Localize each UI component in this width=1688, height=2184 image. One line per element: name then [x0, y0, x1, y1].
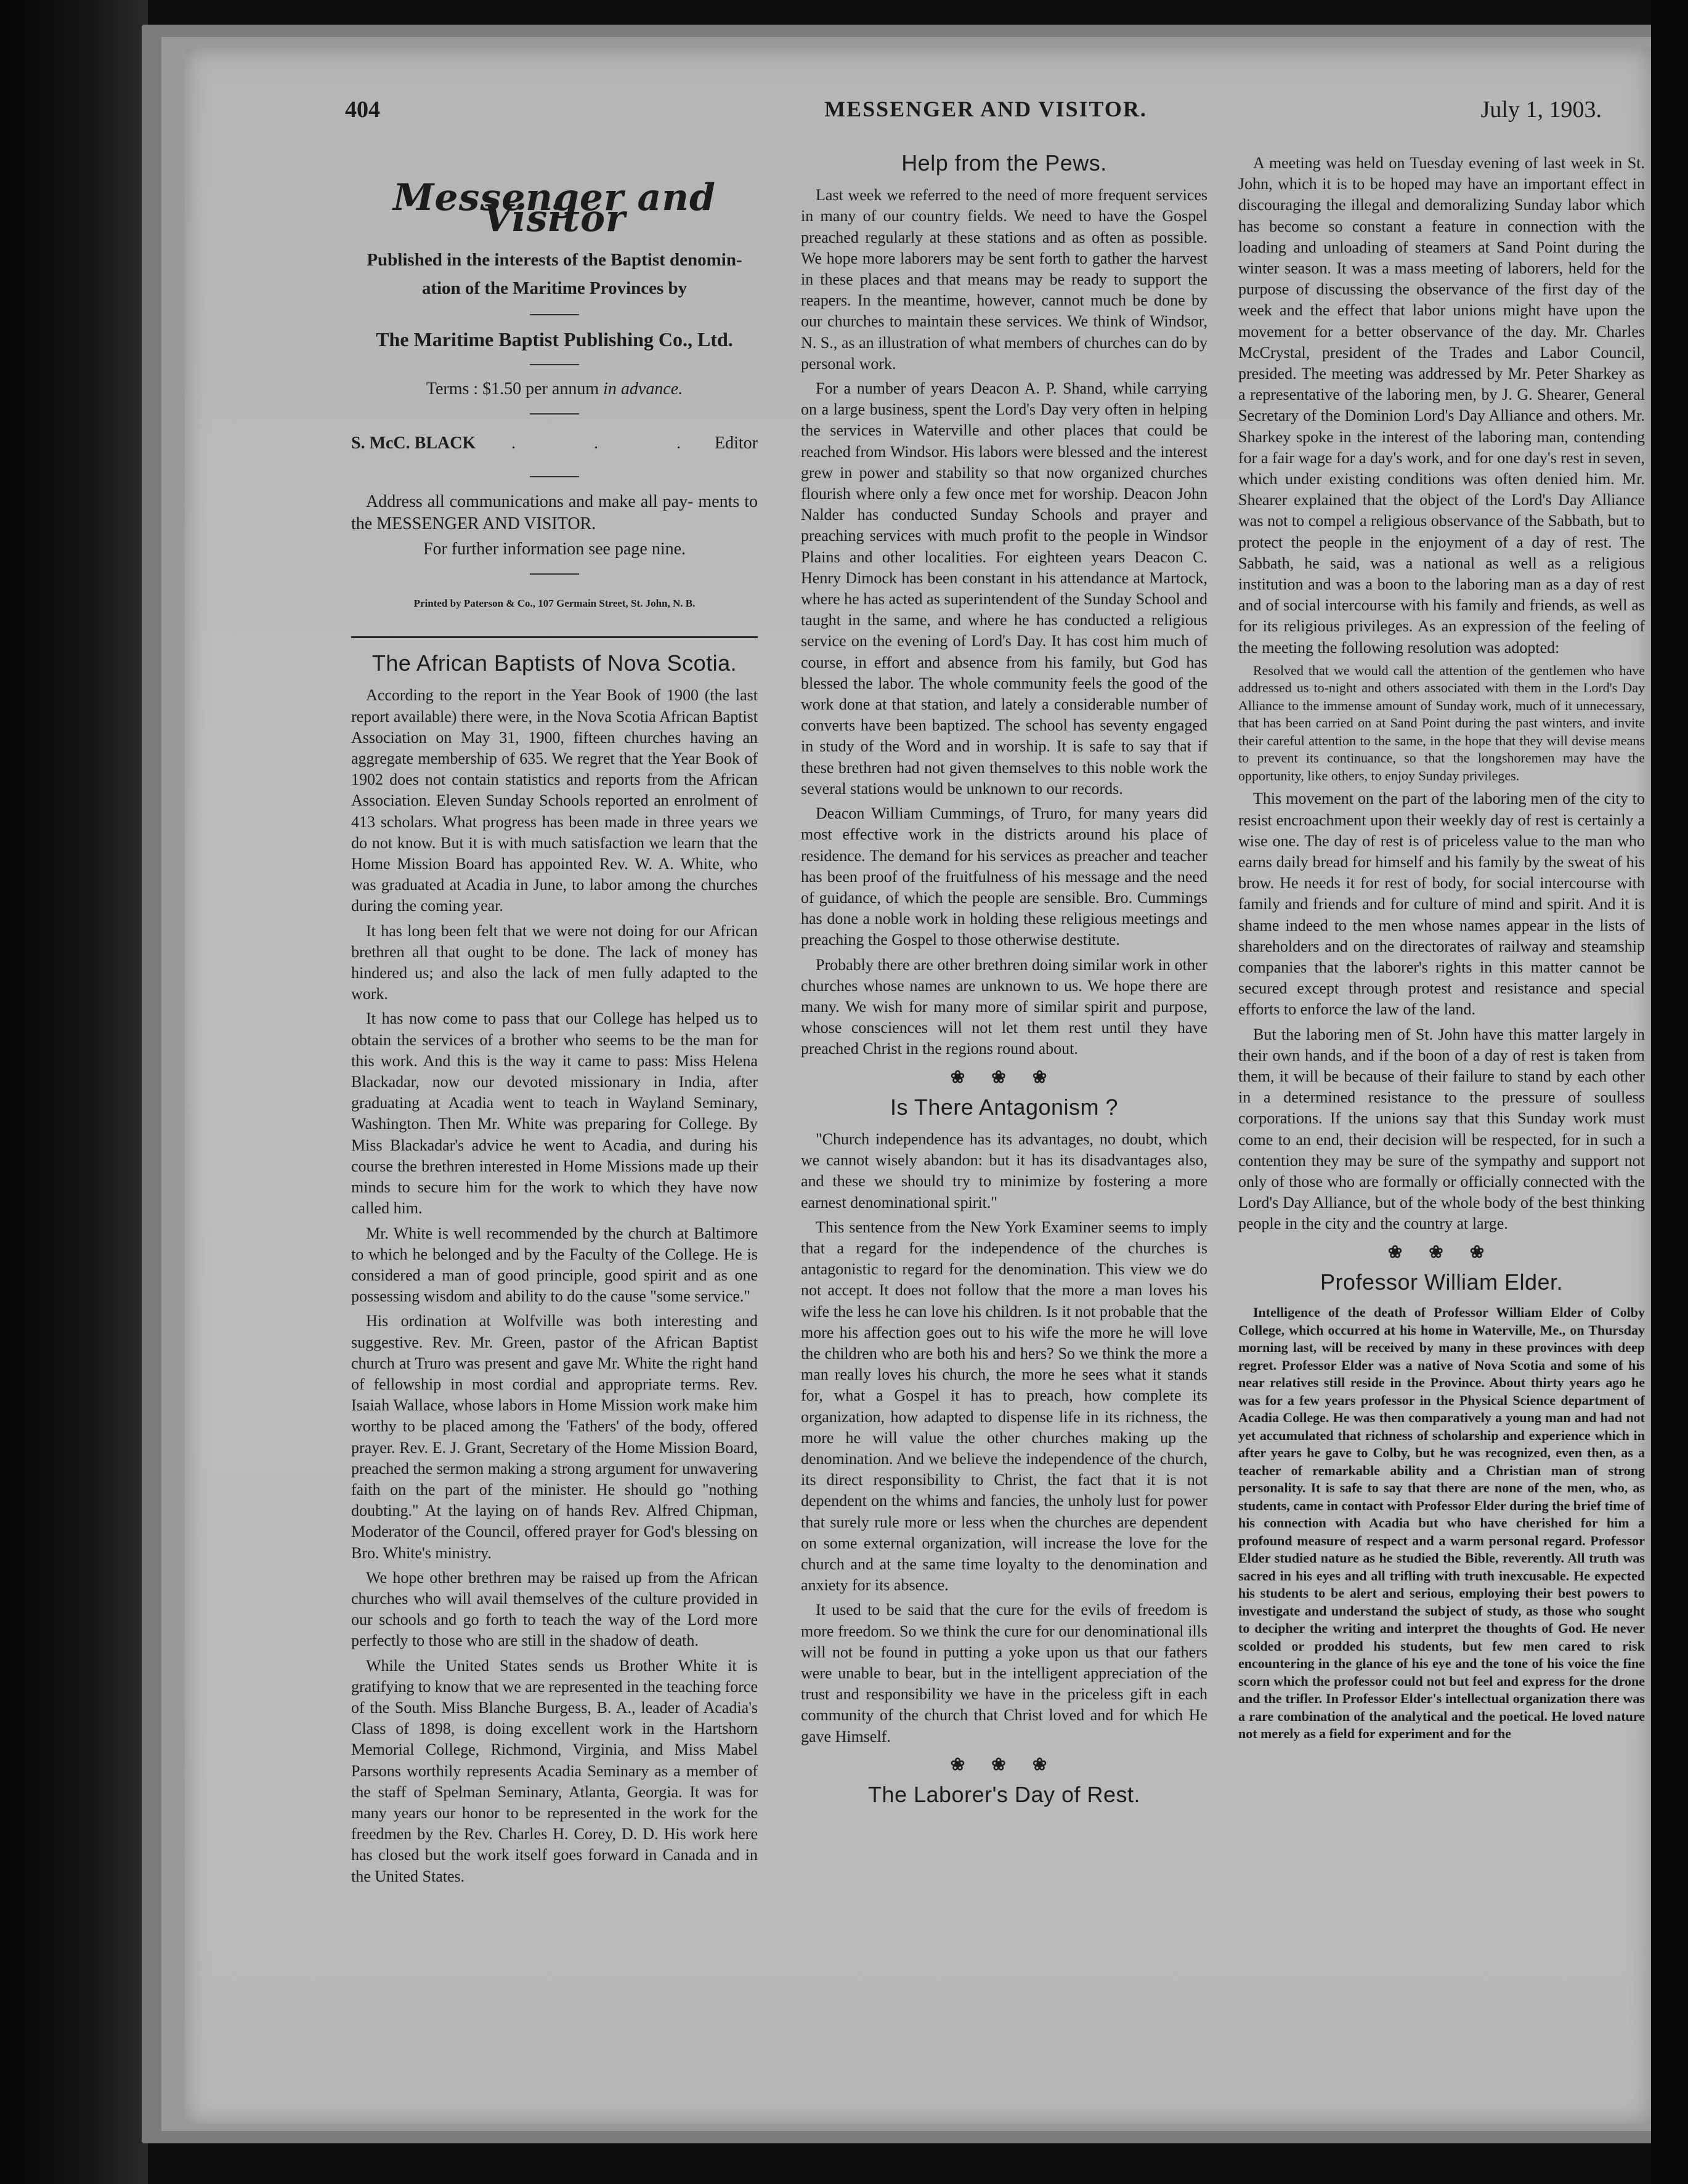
- editor-name: S. McC. BLACK: [351, 433, 476, 453]
- ornament-separator: ❀ ❀ ❀: [950, 1067, 1058, 1087]
- article-paragraph: It used to be said that the cure for the evils of freedom is more freedom. So we think the cure for our denominational ills will not be found in putting a yoke upon us that our fathers were unable to bear, but in the intelligent appreciation of the trust and responsibility we have in the priceless gift in each community of the church that Christ loved and for which He gave Himself.: [801, 1601, 1207, 1745]
- article-paragraph: Deacon William Cummings, of Truro, for many years did most effective work in the districts around his place of residence. The demand for his services as preacher and teacher has been proof of the fruitfulness of his message and the need of guidance, of which the people are sensible. Bro. Cummings has done a noble work in holding these religious meetings and preaching the Gospel to those otherwise destitute.: [801, 804, 1207, 949]
- ornament-separator: ❀ ❀ ❀: [1387, 1242, 1496, 1262]
- article-title-laborers: The Laborer's Day of Rest.: [867, 1782, 1141, 1808]
- running-head: [345, 96, 1626, 133]
- article-paragraph: This movement on the part of the laboring men of the city to resist encroachment upon their weekly day of rest is certainly a wise one. The day of rest is of priceless value to the man who earns daily bread for himself and his family by the sweat of his brow. He needs it for rest of body, for social intercourse with family and friends and for culture of mind and spirit. And it is shame indeed to the men whose names appear in the lists of shareholders and on the directorates of railway and steamship companies that the laborer's rights in this matter cannot be secured except through protest and resistance and special efforts to enforce the law of the land.: [1238, 790, 1645, 1019]
- article-paragraph: A meeting was held on Tuesday evening of last week in St. John, which it is to be hoped may have an important effect in discouraging the illegal and demoralizing Sunday labor which has become so constant a feature in connection with the loading and unloading of steamers at Sand Point during the winter season. It was a mass meeting of laborers, held for the purpose of discussing the observance of the first day of the week and the effect that labor unions might have upon the movement for a better observance of the day. Mr. Charles McCrystal, president of the Trades and Labor Council, presided. The meeting was addressed by Mr. Peter Sharkey as a representative of the laboring men, by J. G. Shearer, General Secretary of the Dominion Lord's Day Alliance and others. Mr. Sharkey spoke in the interest of the laboring man, contending for a fair wage for a day's work, and for one day's rest in seven, which under existing conditions was often denied him. Mr. Shearer explained that the object of the Lord's Day Alliance was not to compel a religious observance of the Sabbath, but to protect the people in the enjoyment of a day of rest. The Sabbath, he said, was a national as well as a religious institution and was a boon to the laboring man as a day of rest and of social intercourse with his family and friends, as well as for its religious privileges. As an expression of the feeling of the meeting the following resolution was adopted:: [1238, 154, 1645, 657]
- right-edge-shadow: [1651, 0, 1688, 2184]
- article-title-african: The African Baptists of Nova Scotia.: [371, 650, 737, 676]
- page-number: 404: [345, 97, 380, 123]
- newspaper-page: [185, 48, 1651, 2124]
- further-info: For further information see page nine.: [423, 539, 686, 559]
- article-paragraph: It has long been felt that we were not doing for our African brethren all that ought to be done. The lack of money has hindered us; and also the lack of men fully adapted to the work.: [351, 921, 758, 1003]
- article-paragraph: "Church independence has its advantages, no doubt, which we cannot wisely abandon: but it has its disadvantages also, and these we should try to minimize by fostering a more earnest denominational spirit.": [801, 1130, 1207, 1211]
- editor-dots: . . .: [511, 433, 718, 453]
- printer-imprint: Printed by Paterson & Co., 107 Germain Street, St. John, N. B.: [413, 597, 696, 610]
- article-paragraph: It has now come to pass that our College has helped us to obtain the services of a brother who seems to be the man for this work. And this is the way it came to pass: Miss Helena Blackadar, now our devoted missionary in India, after graduating at Acadia went to teach in Wayland Seminary, Washington. Then Mr. White was preparing for College. By Miss Blackadar's advice he went to Acadia, and during his course the brethren interested in Home Missions made up their minds to secure him for the work to which they have now called him.: [351, 1009, 758, 1218]
- article-title-elder: Professor William Elder.: [1320, 1269, 1564, 1295]
- address-notice: Address all communications and make all pay- ments to the MESSENGER AND VISITOR.: [351, 491, 758, 533]
- article-paragraph: Last week we referred to the need of more frequent services in many of our country fields. We need to have the Gospel preached regularly at these stations and as often as possible. We hope more laborers may be sent forth to gather the harvest in these places and that means may be ready to support the reapers. In the meantime, however, cannot much be done by our churches to maintain these services. We think of Windsor, N. S., as an illustration of what members of churches can do by personal work.: [801, 186, 1207, 373]
- article-paragraph: Intelligence of the death of Professor William Elder of Colby College, which occurred at his home in Waterville, Me., on Thursday morning last, will be received by many in these provinces with deep regret. Professor Elder was a native of Nova Scotia and some of his near relatives still reside in the Province. About thirty years ago he was for a few years professor in the Physical Science department of Acadia College. He was then comparatively a young man and had not yet accumulated that richness of scholarship and experience which in after years he gave to Colby, but he was recognized, even then, as a teacher of remarkable ability and a Christian man of strong personality. It is safe to say that there are none of the men, who, as students, came in contact with Professor Elder during the brief time of his connection with Acadia but who have cherished for him a profound measure of respect and a warm personal regard. Professor Elder studied nature as he studied the Bible, reverently. All truth was sacred in his eyes and all trifling with truth inexcusable. He expected his students to be alert and serious, employing their best powers to investigate and understand the subject of study, as those who sought to decipher the writing and interpret the thoughts of God. He never scolded or prodded his students, but few men cared to risk encountering in the glance of his eye and the tone of his voice the fine scorn which the professor could not but feel and express for the drone and the trifler. In Professor Elder's intellectual organization there was a rare combination of the analytical and the poetical. He loved nature not merely as a field for experiment and for the: [1238, 1304, 1645, 1742]
- ornament-separator: ❀ ❀ ❀: [950, 1755, 1058, 1774]
- issue-date: July 1, 1903.: [1480, 97, 1602, 123]
- section-rule: [351, 636, 758, 638]
- article-paragraph: We hope other brethren may be raised up from the African churches who will avail themselves of the culture provided in our schools and go forth to teach the way of the Lord more perfectly to those who are still in the shadow of death.: [351, 1568, 758, 1650]
- running-title: MESSENGER AND VISITOR.: [824, 97, 1147, 121]
- masthead-rule: [530, 413, 579, 415]
- book-gutter-shadow: [0, 0, 148, 2184]
- article-paragraph: Mr. White is well recommended by the church at Baltimore to which he belonged and by the Faculty of the College. He is considered a man of good principle, good spirit and as one possessing wisdom and ability to do the cause "some service.": [351, 1224, 758, 1306]
- article-paragraph: While the United States sends us Brother White it is gratifying to know that we are represented in the teaching force of the South. Miss Blanche Burgess, B. A., leader of Acadia's Class of 1898, is doing excellent work in the Hartshorn Memorial College, Richmond, Virginia, and Miss Mabel Parsons worthily represents Acadia Seminary as a member of the staff of Spelman Seminary, Atlanta, Georgia. It was for many years our honor to be represented in the work for the freedmen by the Rev. Charles H. Corey, D. D. His work here has closed but the work itself goes forward in Canada and in the United States.: [351, 1656, 758, 1885]
- article-paragraph: Probably there are other brethren doing similar work in other churches whose names are unknown to us. We hope there are many. We wish for many more of similar spirit and purpose, whose consciences will not let them rest until they have preached Christ in the regions round about.: [801, 955, 1207, 1058]
- article-paragraph: For a number of years Deacon A. P. Shand, while carrying on a large business, spent the Lord's Day very often in helping the services in Waterville and other places that could be reached from Windsor. His labors were blessed and the interest grew in power and stability so that now organized churches flourish where only a few once met for worship. Deacon John Nalder has conducted Sunday Schools and prayer and preaching services with much profit to the people in Windsor Plains and other localities. For eighteen years Deacon C. Henry Dimock has been constant in his attendance at Martock, where he has acted as superintendent of the Sunday School and taught in the same, and where he has conducted a religious service on the evening of Lord's Day. It has cost him much of course, in effort and absence from his family, but God has blessed the labor. The whole community feels the good of the work done at that station, and lately a considerable number of converts have been baptized. The school has seventy engaged in study of the Word and in worship. It is safe to say that if these brethren had not given themselves to this noble work the several stations would be unknown to our records.: [801, 379, 1207, 798]
- editor-line: [351, 433, 758, 458]
- masthead-line-2: ation of the Maritime Provinces by: [421, 278, 688, 299]
- column-3: [1238, 153, 1645, 1747]
- masthead-rule: [530, 364, 579, 365]
- column-1: [351, 153, 758, 1891]
- subscription-terms: [351, 379, 758, 400]
- masthead-rule: [530, 314, 579, 315]
- resolution-text: Resolved that we would call the attention of the gentlemen who have addressed us to-night and others associated with them in the Lord's Day Alliance to the immense amount of Sunday work, much of it unnecessary, that has been carried on at Sand Point during the past winters, and invite their careful attention to the same, in the hope that they will devise means to prevent its continuance, so that the longshoremen may have the opportunity, like others, to enjoy Sunday privileges.: [1238, 662, 1645, 783]
- article-paragraph: This sentence from the New York Examiner seems to imply that a regard for the independence of the churches is antagonistic to regard for the denomination. This view we do not accept. It does not follow that the more a man loves his wife the less he can love his children. Is it not probable that the more his affection goes out to his wife the more he will love the children who are both his and hers? So we think the more a man really loves his church, the more he sees what it stands for, what a Gospel it has to preach, how complete its organization, how adapted to dispense life in its richness, the more he will value the other churches making up the denomination. And we believe the independence of the church, its direct responsibility to Christ, the fact that it is not dependent on the whims and fancies, the unholy lust for power that surely rule more or less when the churches are dependent on some external organization, will increase the love for the church and at the same time loyalty to the denomination and anxiety for its absence.: [801, 1218, 1207, 1595]
- editor-role: Editor: [715, 433, 758, 453]
- masthead-rule: [530, 573, 579, 575]
- article-title-pews: Help from the Pews.: [901, 150, 1107, 176]
- column-2: [801, 150, 1207, 1816]
- article-paragraph: According to the report in the Year Book of 1900 (the last report available) there were, in the Nova Scotia African Baptist Association on May 31, 1900, fifteen churches having an aggregate membership of 635. We regret that the Year Book of 1902 does not contain statistics and reports from the African Association. Eleven Sunday Schools reported an enrolment of 413 scholars. What progress has been made in three years we do not know. But it is with much satisfaction we learn that the Home Mission Board has appointed Rev. W. A. White, who was graduated at Acadia in June, to labor among the churches during the coming year.: [351, 686, 758, 915]
- masthead-title: Messenger and Visitor: [392, 176, 716, 241]
- terms-note: in advance.: [603, 379, 683, 398]
- publisher-name: The Maritime Baptist Publishing Co., Ltd.: [376, 328, 733, 351]
- article-title-antagonism: Is There Antagonism ?: [890, 1094, 1119, 1120]
- terms-value: $1.50 per annum: [482, 379, 599, 398]
- article-paragraph: But the laboring men of St. John have this matter largely in their own hands, and if the boon of a day of rest is taken from them, it will be because of their failure to stand by each other in a determined resistance to the pressure of soulless corporations. If the unions say that this Sunday work must come to an end, their decision will be respected, for in such a contention they may be sure of the sympathy and support not only of those who are formally or officially connected with the Lord's Day Alliance, but of the whole body of the best thinking people in the city and the country at large.: [1238, 1025, 1645, 1233]
- masthead-rule: [530, 476, 579, 477]
- article-paragraph: His ordination at Wolfville was both interesting and suggestive. Rev. Mr. Green, pastor of the African Baptist church at Truro was present and gave Mr. White the right hand of fellowship in most cordial and appropriate terms. Rev. Isaiah Wallace, whose labors in Home Mission work make him worthy to be placed among the 'Fathers' of the body, offered prayer. Rev. E. J. Grant, Secretary of the Home Mission Board, preached the sermon making a strong argument for unwavering faith on the part of the minister. He should go "nothing doubting." At the laying on of hands Rev. Alfred Chipman, Moderator of the Council, offered prayer for God's blessing on Bro. White's ministry.: [351, 1312, 758, 1562]
- terms-label: Terms :: [426, 379, 479, 398]
- masthead-line-1: Published in the interests of the Baptist denomin-: [367, 250, 742, 270]
